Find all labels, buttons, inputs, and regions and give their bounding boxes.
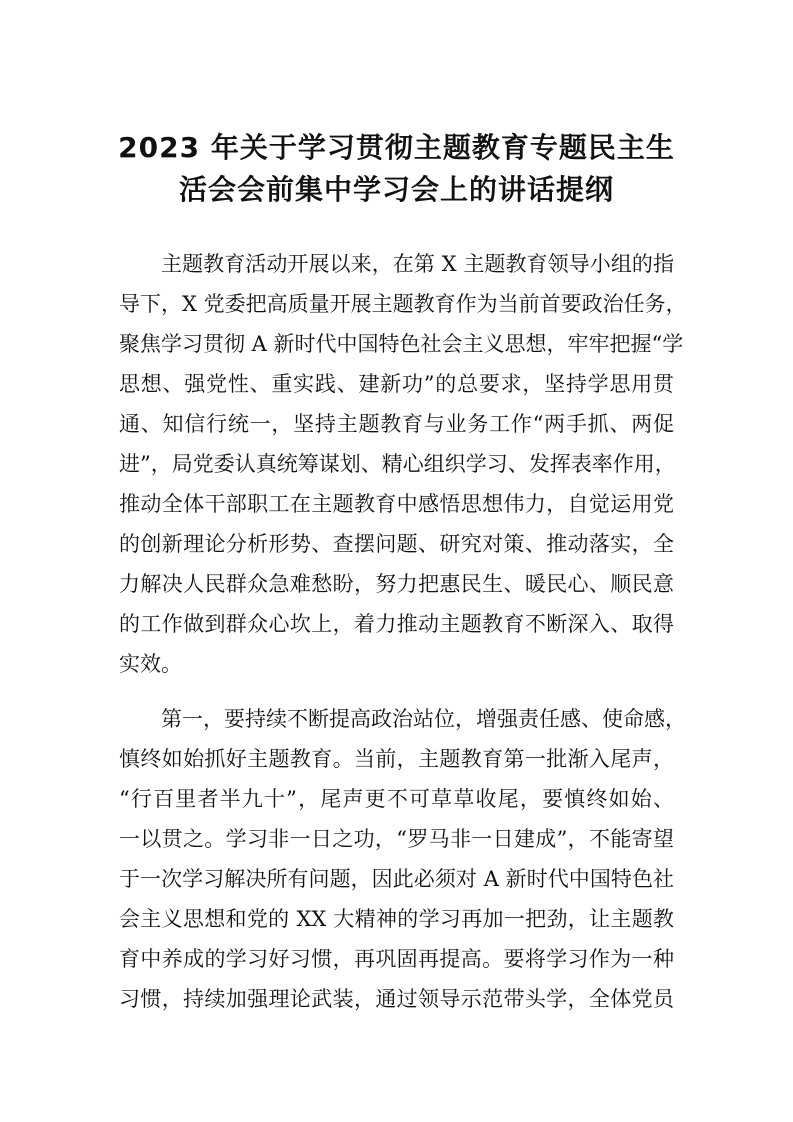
body-line-9: 力解决人民群众急难愁盼，努力把惠民生、暖民心、顺民意 — [119, 572, 674, 596]
body-line-16: 于一次学习解决所有问题，因此必须对 A 新时代中国特色社 — [119, 867, 674, 891]
body-line-1: 主题教育活动开展以来，在第 X 主题教育领导小组的指 — [161, 252, 674, 276]
body-line-8: 的创新理论分析形势、查摆问题、研究对策、推动落实，全 — [119, 532, 674, 556]
body-line-4: 思想、强党性、重实践、建新功”的总要求，坚持学思用贯 — [119, 372, 674, 396]
body-line-14: “行百里者半九十”，尾声更不可草草收尾，要慎终如始、 — [119, 787, 674, 811]
body-line-13: 慎终如始抓好主题教育。当前，主题教育第一批渐入尾声， — [119, 747, 674, 771]
body-line-2: 导下，X 党委把高质量开展主题教育作为当前首要政治任务， — [119, 292, 687, 316]
document-title-line-1: 2023 年关于学习贯彻主题教育专题民主生 — [118, 131, 675, 164]
body-line-7: 推动全体干部职工在主题教育中感悟思想伟力，自觉运用党 — [119, 492, 674, 516]
body-line-3: 聚焦学习贯彻 A 新时代中国特色社会主义思想，牢牢把握“学 — [119, 332, 684, 356]
body-line-18: 育中养成的学习好习惯，再巩固再提高。要将学习作为一种 — [119, 947, 674, 971]
document-title-line-2: 活会会前集中学习会上的讲话提纲 — [178, 173, 614, 206]
body-line-19: 习惯，持续加强理论武装，通过领导示范带头学，全体党员 — [119, 987, 674, 1011]
body-line-10: 的工作做到群众心坎上，着力推动主题教育不断深入、取得 — [119, 612, 674, 636]
body-line-5: 通、知信行统一，坚持主题教育与业务工作“两手抓、两促 — [119, 412, 674, 436]
body-line-12: 第一，要持续不断提高政治站位，增强责任感、使命感， — [161, 707, 686, 731]
body-line-15: 一以贯之。学习非一日之功，“罗马非一日建成”，不能寄望 — [119, 827, 674, 851]
body-line-6: 进”，局党委认真统筹谋划、精心组织学习、发挥表率作用， — [119, 452, 676, 476]
body-line-17: 会主义思想和党的 XX 大精神的学习再加一把劲，让主题教 — [119, 907, 674, 931]
body-line-11: 实效。 — [119, 652, 182, 676]
